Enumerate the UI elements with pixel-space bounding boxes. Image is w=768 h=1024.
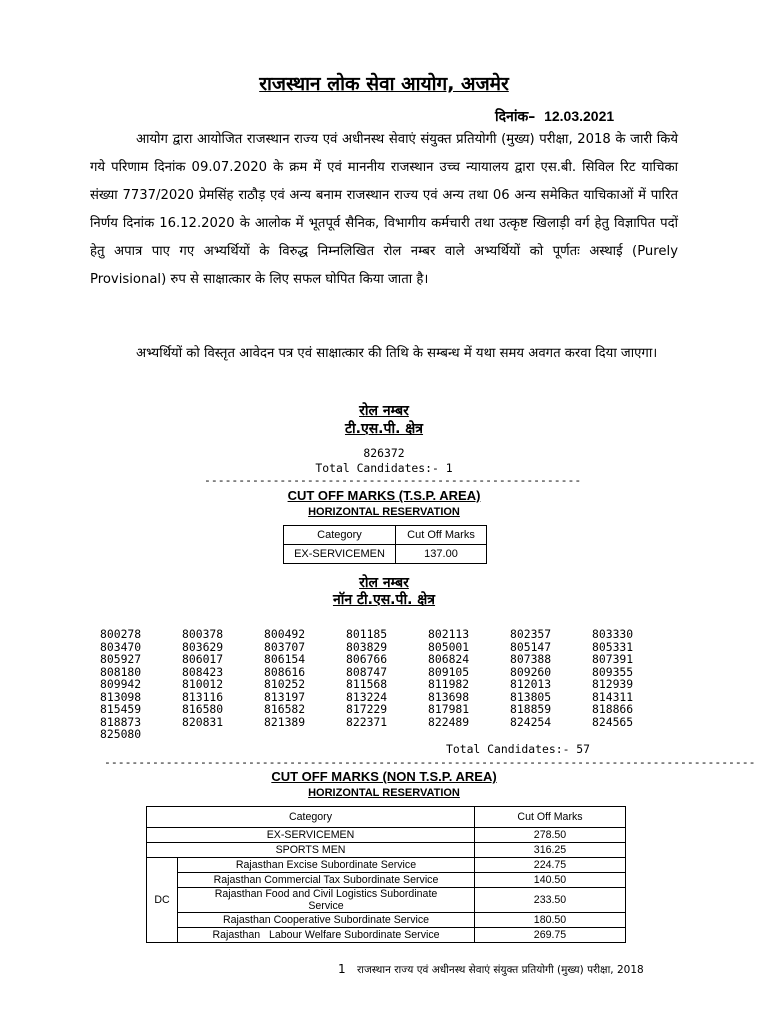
roll-number: 808423	[182, 664, 224, 679]
table-row	[147, 888, 626, 913]
roll-number: 816580	[182, 702, 224, 716]
category-cell: EX-SERVICEMEN	[284, 545, 396, 564]
category-cell: SPORTS MEN	[147, 843, 475, 858]
header-cutoff-marks: Cut Off Marks	[475, 807, 626, 828]
roll-number: 824565	[592, 714, 634, 729]
marks-cell: 316.25	[475, 843, 626, 858]
nontsp-roll-heading: रोल नम्बर	[359, 575, 409, 591]
marks-cell: 180.50	[475, 913, 626, 928]
roll-number: 809260	[510, 664, 552, 679]
date-label: दिनांक–	[495, 109, 536, 125]
roll-number: 803707	[264, 639, 306, 654]
roll-number: 800278	[100, 627, 142, 641]
roll-number: 805927	[100, 652, 142, 666]
table-row	[147, 828, 626, 843]
roll-number: 818859	[510, 702, 552, 716]
nontsp-area-heading: नॉन टी.एस.पी. क्षेत्र	[332, 592, 436, 608]
roll-number: 816582	[264, 702, 306, 716]
roll-number: 806154	[264, 652, 306, 666]
nontsp-cutoff-subtitle: HORIZONTAL RESERVATION	[308, 787, 460, 799]
table-row	[147, 913, 626, 928]
header-category: Category	[147, 807, 475, 828]
roll-number: 810012	[182, 677, 224, 691]
roll-number: 800492	[264, 627, 306, 641]
marks-cell: 137.00	[396, 545, 487, 564]
roll-number: 825080	[100, 727, 142, 741]
category-cell: Rajasthan Excise Subordinate Service	[178, 858, 475, 873]
nontsp-cutoff-title: CUT OFF MARKS (NON T.S.P. AREA)	[271, 769, 497, 784]
table-header-row	[284, 526, 487, 545]
roll-number: 800378	[182, 627, 224, 641]
roll-number: 809105	[428, 664, 470, 679]
marks-cell: 224.75	[475, 858, 626, 873]
tsp-roll-heading: रोल नम्बर	[359, 403, 409, 419]
roll-number: 824254	[510, 714, 552, 729]
date-value: 12.03.2021	[544, 108, 615, 124]
roll-number: 801185	[346, 627, 388, 641]
roll-number: 822371	[346, 714, 388, 729]
roll-number: 808747	[346, 664, 388, 679]
roll-number: 803829	[346, 639, 388, 654]
marks-cell: 233.50	[475, 888, 626, 913]
category-cell: Rajasthan Cooperative Subordinate Service	[178, 913, 475, 928]
table-row	[147, 858, 626, 873]
footer-text: राजस्थान राज्य एवं अधीनस्थ सेवाएं संयुक्त प्रतियोगी (मुख्य) परीक्षा, 2018	[356, 964, 644, 976]
roll-number: 817229	[346, 702, 388, 716]
marks-cell: 269.75	[475, 928, 626, 943]
roll-number: 813224	[346, 689, 388, 704]
tsp-total-candidates: Total Candidates:- 1	[315, 461, 453, 475]
nontsp-cutoff-table	[146, 806, 626, 943]
roll-number: 806766	[346, 652, 388, 666]
tsp-cutoff-subtitle: HORIZONTAL RESERVATION	[308, 506, 460, 518]
table-header-row	[147, 807, 626, 828]
tsp-roll-number: 826372	[363, 446, 405, 460]
roll-number: 805331	[592, 639, 634, 654]
roll-number: 814311	[592, 689, 634, 704]
roll-number: 811568	[346, 677, 388, 691]
category-cell: Rajasthan Food and Civil Logistics Subordinate Service	[178, 888, 475, 913]
roll-number: 817981	[428, 702, 470, 716]
roll-number: 809942	[100, 677, 142, 691]
header-category: Category	[284, 526, 396, 545]
dc-label-cell: DC	[147, 858, 178, 943]
roll-number: 811982	[428, 677, 470, 691]
roll-number: 807391	[592, 652, 634, 666]
roll-number: 808180	[100, 664, 142, 679]
tsp-area-heading: टी.एस.पी. क्षेत्र	[344, 421, 424, 437]
second-paragraph: अभ्यर्थियों को विस्तृत आवेदन पत्र एवं साक्षात्कार की तिथि के सम्बन्ध में यथा समय अवगत करवा दिया जाएगा।	[136, 346, 658, 361]
marks-cell: 278.50	[475, 828, 626, 843]
page-footer	[338, 962, 644, 977]
roll-number: 813698	[428, 689, 470, 704]
nontsp-divider: -----------------------------------------------------------------------------------------------	[104, 755, 756, 769]
roll-number: 813197	[264, 689, 306, 704]
main-paragraph: आयोग द्वारा आयोजित राजस्थान राज्य एवं अधीनस्थ सेवाएं संयुक्त प्रतियोगी (मुख्य) परीक्षा, 2018 के जारी किये गये परिणाम दिनांक 09.07.2020 के क्रम में एवं माननीय राजस्थान उच्च न्यायालय द्वारा एस.बी. सिविल रिट याचिका संख्या 7737/2020 प्रेमसिंह राठौड़ एवं अन्य बनाम राजस्थान राज्य एवं अन्य तथा 06 अन्य समेकित याचिकाओं में पारित निर्णय दिनांक 16.12.2020 के आलोक में भूतपूर्व सैनिक, विभागीय कर्मचारी तथा उत्कृष्ट खिलाड़ी वर्ग हेतु विज्ञापित पदों हेतु अपात्र पाए गए अभ्यर्थियों के विरुद्ध निम्नलिखित रोल नम्बर वाले अभ्यर्थियों को पूर्णतः अस्थाई (Purely Provisional) रुप से साक्षात्कार के लिए सफल घोपित किया जाता है।	[90, 132, 678, 287]
roll-number: 813805	[510, 689, 552, 704]
tsp-cutoff-table	[283, 525, 487, 564]
roll-number: 805001	[428, 639, 470, 654]
nontsp-total-candidates: Total Candidates:- 57	[446, 742, 591, 756]
roll-number: 802113	[428, 627, 470, 641]
tsp-cutoff-title: CUT OFF MARKS (T.S.P. AREA)	[287, 488, 481, 503]
nontsp-roll-number-grid	[100, 628, 674, 741]
table-row	[284, 545, 487, 564]
roll-number: 818866	[592, 702, 634, 716]
page-title: राजस्थान लोक सेवा आयोग, अजमेर	[259, 73, 509, 95]
roll-number: 806824	[428, 652, 470, 666]
roll-number: 813116	[182, 689, 224, 704]
table-row	[147, 873, 626, 888]
roll-number: 803629	[182, 639, 224, 654]
roll-number: 806017	[182, 652, 224, 666]
roll-number: 818873	[100, 714, 142, 729]
roll-number: 803330	[592, 627, 634, 641]
roll-number: 803470	[100, 639, 142, 654]
roll-number: 815459	[100, 702, 142, 716]
table-row	[147, 843, 626, 858]
roll-number: 812013	[510, 677, 552, 691]
roll-number: 808616	[264, 664, 306, 679]
date-line	[495, 107, 614, 126]
roll-number: 821389	[264, 714, 306, 729]
marks-cell: 140.50	[475, 873, 626, 888]
tsp-divider: -------------------------------------------------------	[204, 473, 582, 487]
roll-number: 813098	[100, 689, 142, 704]
roll-number: 807388	[510, 652, 552, 666]
category-cell: Rajasthan Labour Welfare Subordinate Service	[178, 928, 475, 943]
category-cell: EX-SERVICEMEN	[147, 828, 475, 843]
roll-number: 802357	[510, 627, 552, 641]
category-cell: Rajasthan Commercial Tax Subordinate Service	[178, 873, 475, 888]
table-row	[147, 928, 626, 943]
roll-number: 812939	[592, 677, 634, 691]
roll-number: 810252	[264, 677, 306, 691]
page-number: 1	[338, 962, 346, 976]
roll-number: 809355	[592, 664, 634, 679]
roll-number: 805147	[510, 639, 552, 654]
roll-number: 820831	[182, 714, 224, 729]
roll-number: 822489	[428, 714, 470, 729]
header-cutoff-marks: Cut Off Marks	[396, 526, 487, 545]
